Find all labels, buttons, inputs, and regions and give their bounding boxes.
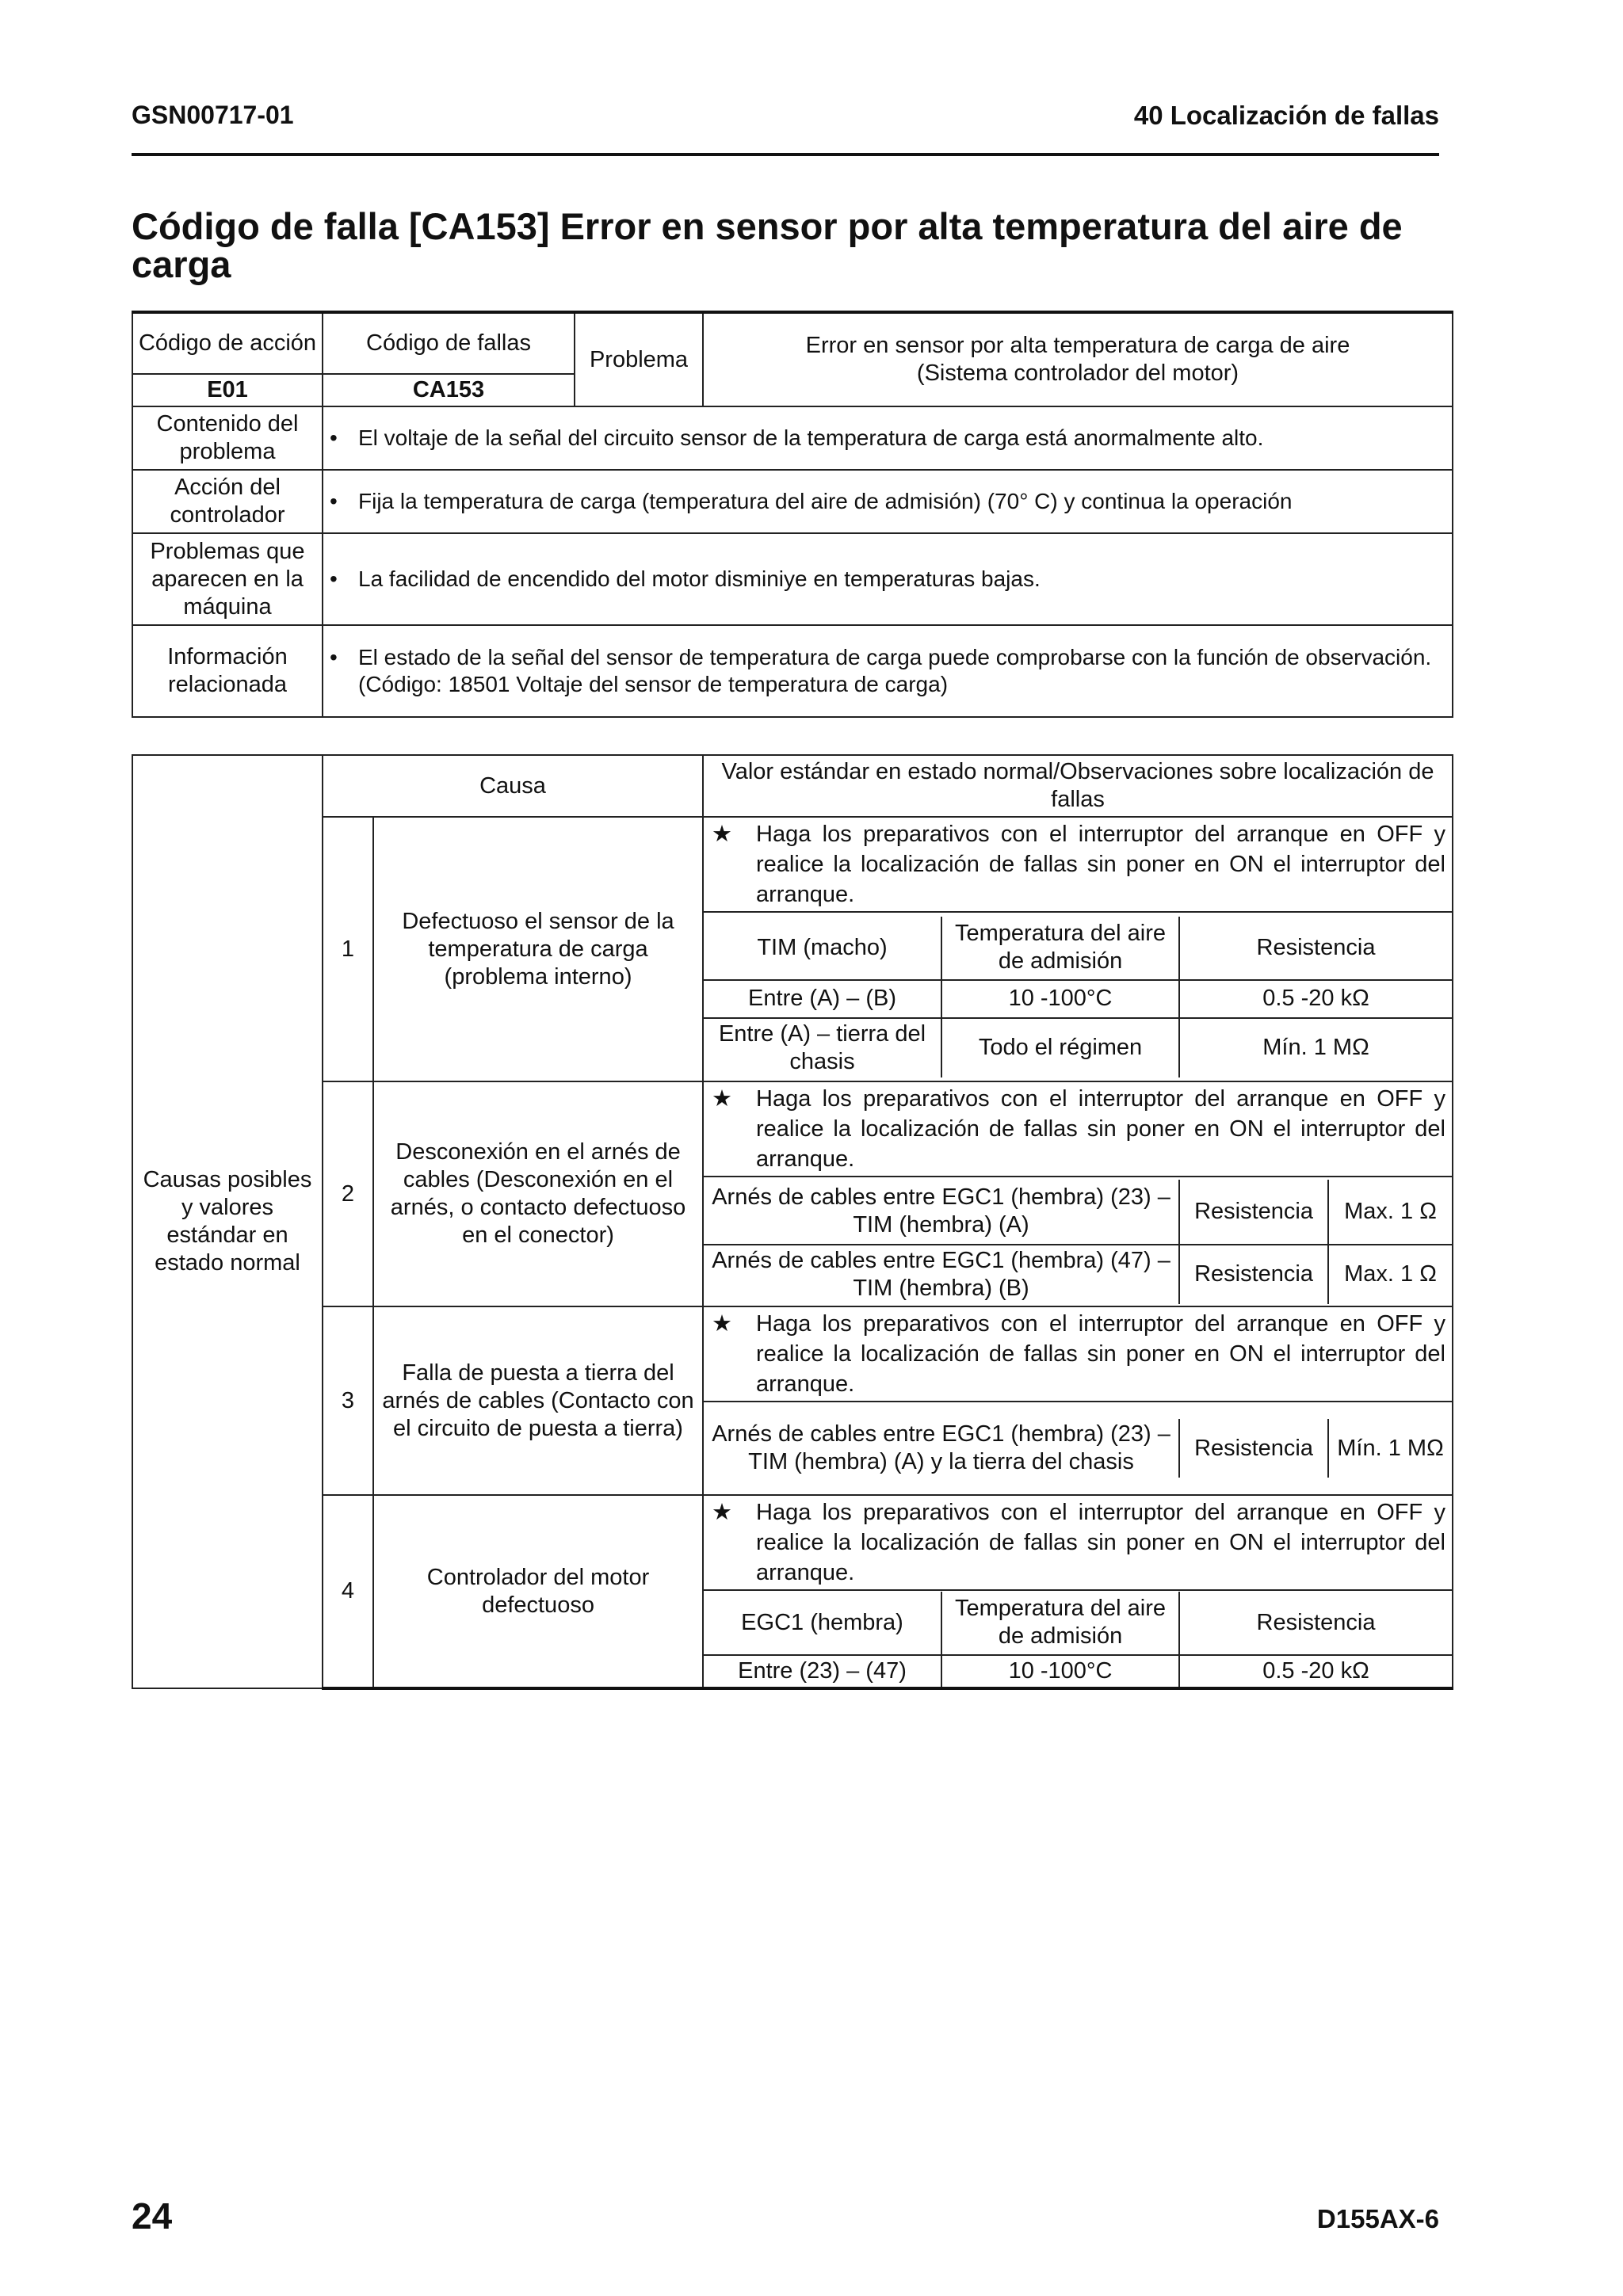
problem-system: (Sistema controlador del motor) — [916, 360, 1239, 386]
row-value-related-info — [323, 625, 1453, 717]
section-title: 40 Localización de fallas — [1133, 101, 1439, 130]
measurement-condition: Todo el régimen — [941, 1018, 1179, 1077]
measurement-point: Arnés de cables entre EGC1 (hembra) (23) – TIM (hembra) (A) — [704, 1180, 1179, 1245]
failure-code-value: CA153 — [323, 374, 575, 406]
row-label-controller-action: Acción del controlador — [132, 470, 323, 533]
measurement-condition: Resistencia — [1179, 1245, 1328, 1304]
measurement-value: 0.5 -20 kΩ — [1262, 1657, 1369, 1684]
preparation-text: Haga los preparativos con el interruptor del arranque en OFF y realice la localización de fallas sin poner en ON el interruptor del arranque. — [756, 1500, 1445, 1585]
measurement-cell — [703, 1590, 1453, 1688]
bullet-text: La facilidad de encendido del motor disminiye en temperaturas bajas. — [358, 566, 1041, 591]
star-icon: ★ — [712, 1500, 733, 1525]
measurement-cell — [703, 1402, 1453, 1495]
measurement-head-resistance: Resistencia — [1179, 917, 1452, 980]
measurement-cell — [703, 1177, 1453, 1306]
header-divider — [132, 153, 1439, 156]
problem-text: Error en sensor por alta temperatura de carga de aire — [805, 333, 1350, 358]
preparation-note — [703, 1081, 1453, 1177]
measurement-value: Mín. 1 MΩ — [1337, 1435, 1444, 1461]
measurement-point: Arnés de cables entre EGC1 (hembra) (47) – TIM (hembra) (B) — [704, 1245, 1179, 1304]
measurement-cell — [703, 912, 1453, 1081]
bullet-text: El voltaje de la señal del circuito sensor de la temperatura de carga está anormalmente alto. — [358, 425, 1264, 450]
cause-description: Falla de puesta a tierra del arnés de cables (Contacto con el circuito de puesta a tierra) — [373, 1306, 703, 1495]
cause-description: Desconexión en el arnés de cables (Desconexión en el arnés, o contacto defectuoso en el conector) — [373, 1081, 703, 1306]
measurement-condition: 10 -100°C — [941, 1655, 1179, 1687]
preparation-note — [703, 817, 1453, 912]
measurement-value: Max. 1 Ω — [1328, 1180, 1452, 1245]
bullet-text: El estado de la señal del sensor de temperatura de carga puede comprobarse con la función de observación. — [358, 645, 1432, 669]
measurement-table — [704, 917, 1452, 1077]
cause-description: Controlador del motor defectuoso — [373, 1495, 703, 1688]
cause-number: 1 — [323, 817, 373, 1081]
star-icon: ★ — [712, 822, 733, 847]
related-code-note: (Código: 18501 Voltaje del sensor de temperatura de carga) — [358, 672, 949, 696]
page-number: 24 — [132, 2195, 173, 2237]
measurement-point: Arnés de cables entre EGC1 (hembra) (23) – TIM (hembra) (A) y la tierra del chasis — [704, 1419, 1179, 1478]
measurement-table — [704, 1180, 1452, 1304]
measurement-value: Max. 1 Ω — [1344, 1261, 1437, 1287]
bullet-mark: • — [330, 489, 338, 513]
page-title: Código de falla [CA153] Error en sensor por alta temperatura del aire de carga — [132, 205, 1403, 285]
measurement-value: 0.5 -20 kΩ — [1179, 980, 1452, 1018]
preparation-note — [703, 1306, 1453, 1402]
failure-summary-table — [132, 311, 1453, 718]
problem-label: Problema — [575, 312, 703, 406]
bullet-mark: • — [330, 645, 338, 669]
problem-description — [703, 312, 1453, 406]
row-value-machine-problems — [323, 533, 1453, 625]
preparation-text: Haga los preparativos con el interruptor del arranque en OFF y realice la localización de fallas sin poner en ON el interruptor del arranque. — [756, 822, 1445, 907]
row-label-problem-content: Contenido del problema — [132, 406, 323, 470]
preparation-text: Haga los preparativos con el interruptor del arranque en OFF y realice la localización de fallas sin poner en ON el interruptor del arranque. — [756, 1311, 1445, 1397]
row-value-problem-content — [323, 406, 1453, 470]
cause-description: Defectuoso el sensor de la temperatura de carga (problema interno) — [373, 817, 703, 1081]
measurement-condition: 10 -100°C — [941, 980, 1179, 1018]
cause-number: 2 — [323, 1081, 373, 1306]
bullet-mark: • — [330, 425, 338, 450]
star-icon: ★ — [712, 1311, 733, 1337]
measurement-value: Mín. 1 MΩ — [1262, 1035, 1369, 1060]
row-value-controller-action — [323, 470, 1453, 533]
action-code-label: Código de acción — [132, 312, 323, 374]
star-icon: ★ — [712, 1086, 733, 1112]
measurement-point: Entre (A) – tierra del chasis — [704, 1018, 941, 1077]
value-column-header: Valor estándar en estado normal/Observaciones sobre localización de fallas — [703, 755, 1453, 817]
measurement-point: Entre (23) – (47) — [704, 1655, 941, 1687]
failure-code-label: Código de fallas — [323, 312, 575, 374]
model-code: D155AX-6 — [1316, 2204, 1439, 2233]
measurement-head-temperature: Temperatura del aire de admisión — [941, 917, 1179, 980]
measurement-head-resistance: Resistencia — [1179, 1592, 1452, 1655]
measurement-table — [704, 1592, 1452, 1687]
row-label-machine-problems: Problemas que aparecen en la máquina — [132, 533, 323, 625]
measurement-head-temperature: Temperatura del aire de admisión — [941, 1592, 1179, 1655]
measurement-head-connector: EGC1 (hembra) — [704, 1592, 941, 1655]
row-label-related-info: Información relacionada — [132, 625, 323, 717]
measurement-condition: Resistencia — [1179, 1419, 1328, 1478]
cause-column-header: Causa — [323, 755, 703, 817]
cause-number: 3 — [323, 1306, 373, 1495]
bullet-text: Fija la temperatura de carga (temperatura del aire de admisión) (70° C) y continua la operación — [358, 489, 1293, 513]
measurement-table — [704, 1419, 1452, 1478]
possible-causes-table — [132, 754, 1453, 1690]
measurement-head-connector: TIM (macho) — [704, 917, 941, 980]
preparation-text: Haga los preparativos con el interruptor del arranque en OFF y realice la localización de fallas sin poner en ON el interruptor del arranque. — [756, 1086, 1445, 1172]
bullet-mark: • — [330, 566, 338, 591]
action-code-value: E01 — [132, 374, 323, 406]
measurement-point: Entre (A) – (B) — [704, 980, 941, 1018]
cause-number: 4 — [323, 1495, 373, 1688]
measurement-condition: Resistencia — [1179, 1180, 1328, 1245]
document-code: GSN00717-01 — [132, 101, 294, 129]
causes-side-label: Causas posibles y valores estándar en estado normal — [132, 755, 323, 1688]
preparation-note — [703, 1495, 1453, 1590]
